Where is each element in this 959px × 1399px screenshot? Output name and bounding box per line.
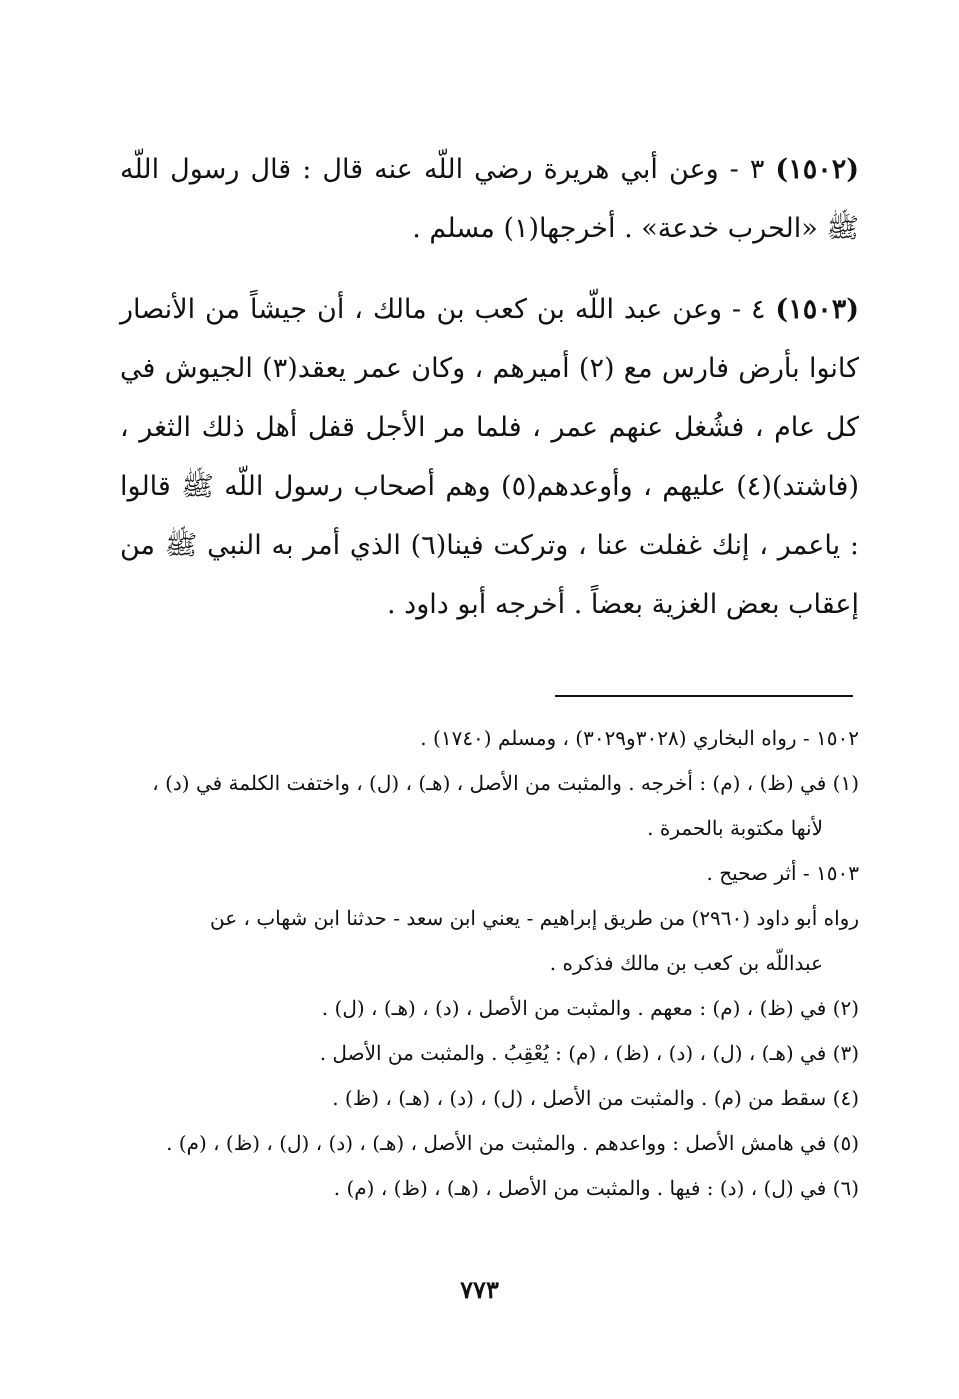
hadith-text: ٤ - وعن عبد اللّه بن كعب بن مالك ، أن جيشاً من الأنصار كانوا بأرض فارس مع (٢) أميرهم ، وكان عمر يعقد(٣) الجيوش في كل عام ، فشُغل عنهم عمر ، فلما مر الأجل قفل أهل ذلك الثغر ، (فاشتد)(٤) عليهم ، وأوعدهم(٥) وهم أصحاب رسول اللّه ﷺ قالوا : ياعمر ، إنك غفلت عنا ، وتركت فينا(٦) الذي أمر به النبي ﷺ من إعقاب بعض الغزية بعضاً . أخرجه أبو داود . [120,294,859,620]
footnote-1 [120,761,859,851]
footnote-6: (٦) في (ل) ، (د) : فيها . والمثبت من الأصل ، (هـ) ، (ظ) ، (م) . [333,1176,859,1200]
hadith-1503 [120,280,859,634]
footnote-1503-grade: ١٥٠٣ - أثر صحيح . [706,861,859,885]
footnote-continuation: عبداللّه بن كعب بن مالك فذكره . [549,951,823,975]
hadith-text: ٣ - وعن أبي هريرة رضي اللّه عنه قال : قال رسول اللّه ﷺ «الحرب خدعة» . أخرجها(١) مسلم . [120,154,859,244]
footnote-4: (٤) سقط من (م) . والمثبت من الأصل ، (ل) ، (د) ، (هـ) ، (ظ) . [332,1086,859,1110]
footnote-continuation: لأنها مكتوبة بالحمرة . [647,816,823,840]
footnote-3: (٣) في (هـ) ، (ل) ، (د) ، (ظ) ، (م) : يُعْقِبُ . والمثبت من الأصل . [319,1041,859,1065]
hadith-1502 [120,140,859,258]
footnotes [120,716,859,1211]
footnote-text: (١) في (ظ) ، (م) : أخرجه . والمثبت من الأصل ، (هـ) ، (ل) ، واختفت الكلمة في (د) ، [152,771,859,795]
footnote-2: (٢) في (ظ) ، (م) : معهم . والمثبت من الأصل ، (د) ، (هـ) ، (ل) . [321,996,859,1020]
footnote-1502-source: ١٥٠٢ - رواه البخاري (٣٠٢٨و٣٠٢٩) ، ومسلم (١٧٤٠) . [420,726,859,750]
footnote-5: (٥) في هامش الأصل : وواعدهم . والمثبت من الأصل ، (هـ) ، (د) ، (ل) ، (ظ) ، (م) . [166,1131,859,1155]
footnote-divider [555,695,853,697]
hadith-number: (١٥٠٢) [775,154,859,185]
footnote-text: رواه أبو داود (٢٩٦٠) من طريق إبراهيم - يعني ابن سعد - حدثنا ابن شهاب ، عن [210,906,859,930]
main-text [120,140,859,656]
hadith-number: (١٥٠٣) [775,294,859,325]
footnote-1503-source [120,896,859,986]
page-number: ٧٧٣ [460,1275,499,1304]
